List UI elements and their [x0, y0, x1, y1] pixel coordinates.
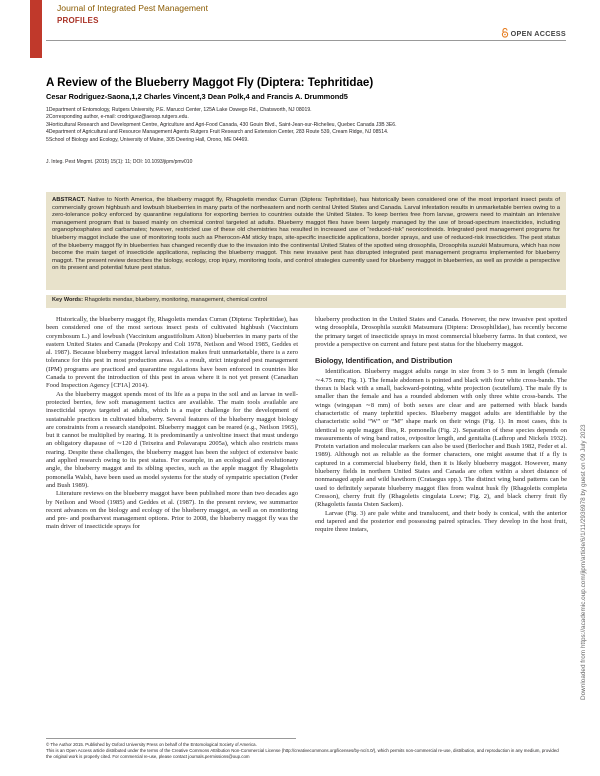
affiliation-5: 5School of Biology and Ecology, University of Maine, 305 Deering Hall, Orono, ME 04469. [46, 136, 249, 143]
body-paragraph: Literature reviews on the blueberry maggot have been published more than two decades ago by Neilson and Wood (1985) and Geddes et al. (1987). In the present review, we summarize recent advances on the biology and ecology of the blueberry maggot, as well as on monitoring and pre- and postharvest management options. Prior to 2008, the blueberry maggot fly was the main driver of insecticide sprays for [46, 490, 298, 531]
body-column-right [315, 316, 567, 534]
citation-line[interactable]: J. Integ. Pest Mngmt. (2015) 15(1): 11; DOI: 10.1093/jipm/pmv010 [46, 159, 193, 165]
download-notice[interactable]: Downloaded from https://academic.oup.com/jipm/article/6/1/11/2936978 by guest on 09 July 2023 [580, 424, 587, 700]
open-access-lock-icon [501, 28, 509, 38]
affiliation-3: 3Horticultural Research and Development Centre, Agriculture and Agri-Food Canada, 430 Gouin Blvd., Saint-Jean-sur-Richelieu, Quebec Canada J3B 3E6. [46, 121, 397, 128]
header-divider [46, 40, 566, 41]
open-access-badge [501, 28, 566, 38]
abstract-box [46, 192, 566, 290]
open-access-label: OPEN ACCESS [510, 28, 566, 38]
body-paragraph: Larvae (Fig. 3) are pale white and translucent, and their body is conical, with the anterior end tapered and the posterior end possessing paired spiracles. They develop in the host fruit, require three instars, [315, 509, 567, 534]
body-paragraph: blueberry production in the United States and Canada. However, the new invasive pest spotted wing drosophila, Drosophila suzukii Matsumura (Diptera: Drosophilidae), has recently become the primary target of insecticide sprays in most commercial blueberry farms. In that context, we provide a perspective on current and future pest status for the blueberry maggot. [315, 316, 567, 348]
body-paragraph: As the blueberry maggot spends most of its life as a pupa in the soil and as larvae in well-protected berries, few soft management tactics are available. The main tools available are insecticidal sprays targeted at adults, which is a major challenge for the development of sustainable practices in cultivated blueberry. Several features of the blueberry maggot biology are constraints from a research standpoint. Blueberry maggot can be reared (e.g., Neilson 1965), but it cannot be multiplied by rearing. It is predominantly a univoltine insect that must undergo an obligatory diapause of ∼120 d (Teixeira and Polavarapu 2005a), which also restricts mass rearing. Despite these challenges, the blueberry maggot has been the subject of extensive basic and applied research owing to its pest status. For example, in an ecological and evolutionary angle, the blueberry maggot and its sibling species, such as the apple maggot fly Rhagoletis pomonella Walsh, have been used as model systems for the study of sympatric speciation (Feder and Bush 1989). [46, 390, 298, 489]
section-heading: Biology, Identification, and Distribution [315, 356, 453, 366]
body-paragraph: Identification. Blueberry maggot adults range in size from 3 to 5 mm in length (female ∼4.75 mm; Fig. 1). The female abdomen is pointed and black with four white cross-bands. The thorax is black with a small, backward-pointing, white projection (scutellum). The male fly is smaller than the female and has a rounded abdomen with only three white cross-bands. The wings (wingspan ∼8 mm) of both sexes are clear and are patterned with black bands characteristic of many tephritid species. Blueberry maggot adults are identifiable by the characteristic solid “W” or “M” shape mark on their wings (Fig. 1). In most cases, this is identical to apple maggot flies, R. pomonella (Fig. 2). Separation of these species depends on measurements of wing band ratios, ovipositor length, and genitalia (Lathrop and Nickels 1932). Protein variation and molecular markers can also be used (Berlocher and Bush 1982, Feder et al. 1989). Although not as reliable as the former characters, one might assume that if a fly is captured in a commercial blueberry field, then it is likely blueberry maggot. However, many blueberry fields in northern United States and Canada are often within a short distance of nonmanaged apple and wild hawthorn (Crataegus spp.). The distinct wing band patterns can be used to definitely separate blueberry maggot flies from walnut husk fly (Rhagoletis completa Cresson), cherry fruit fly (Rhagoletis cingulata Loew; Fig. 2), and black cherry fruit fly (Rhagoletis fausta Osten Sacken). [315, 368, 567, 509]
copyright-line: © The Author 2015. Published by Oxford University Press on behalf of the Entomological Society of America. [46, 742, 257, 747]
section-label: PROFILES [57, 16, 99, 25]
keywords-box [46, 295, 566, 308]
header-accent-bar [30, 0, 42, 58]
footer-divider [46, 738, 296, 739]
article-title: A Review of the Blueberry Maggot Fly (Diptera: Tephritidae) [46, 76, 374, 89]
footer-license [46, 742, 566, 760]
affiliation-4: 4Department of Agricultural and Resource Management Agents Rutgers Fruit Research and Extension Center, 283 Route 539, Cream Ridge, NJ 08514. [46, 129, 389, 136]
affiliation-1: 1Department of Entomology, Rutgers University, P.E. Marucci Center, 125A Lake Oswego Rd., Chatsworth, NJ 08019. [46, 107, 312, 113]
corresponding-author[interactable]: 2Corresponding author, e-mail: crodriguez@aesop.rutgers.edu. [46, 114, 189, 121]
body-column-left [46, 316, 298, 532]
body-paragraph: Historically, the blueberry maggot fly, Rhagoletis mendax Curran (Diptera: Tephritidae), has been considered one of the most serious insect pests of cultivated highbush (Vaccinium corymbosum L.) and lowbush (Vaccinium angustifolium Aiton) blueberries in many parts of the eastern United States and Canada (Prokopy and Coli 1978, Neilson and Wood 1985, Geddes et al. 1987). Because blueberry maggot larval infestation makes fruit unmarketable, there is a zero tolerance for this pest in most production areas. As a result, strict integrated pest management (IPM) programs are practiced and quarantine regulations have been enforced in countries like Canada to prevent the introduction of this pest in areas where it is not yet present (Canadian Food Inspection Agency [CFIA] 2014). [46, 316, 298, 390]
affiliations [46, 107, 566, 144]
abstract-text: Native to North America, the blueberry maggot fly, Rhagoletis mendax Curran (Diptera: Tephritidae), has historically been considered one of the most important insect pests of commercially grown highbush and lowbush blueberries in many parts of the northeastern and north central United States and Canada. Larval infestation results in unmarketable berries owing to a zero-tolerance policy enforced by quarantine regulations for exporting berries to countries outside the United States. To keep berries free from larvae, growers need to maintain an intensive management program that is based mainly on chemical control targeted at adults. Blueberry maggot flies have been largely managed by the use of broad-spectrum insecticides, including organophosphates and carbamates; however, restricted use of these old chemistries has resulted in increased use of “reduced-risk” neonicotinoids. Integrated pest management programs for blueberry maggot include the use of monitoring tools such as Pherocon-AM sticky traps, site-specific insecticide applications, border sprays, and use of reduced-risk insecticides. The pest status of the blueberry maggot fly in blueberries has changed recently due to the invasion into the continental United States of the spotted wing drosophila, Drosophila suzukii Matsumura, which has now become the main target of insecticide applications, replacing the blueberry maggot. This new invasive pest has disrupted integrated pest management programs implemented for blueberry maggot. The present review describes the biology, ecology, crop injury, monitoring tools, and control strategies currently used for blueberry maggot in blueberries, as well as provide a perspective on its present and potential future pest status. [52, 197, 561, 272]
journal-name[interactable]: Journal of Integrated Pest Management [57, 3, 208, 13]
keywords-text: Rhagoletis mendax, blueberry, monitoring, management, chemical control [84, 297, 267, 303]
abstract-label: ABSTRACT. [52, 197, 86, 203]
license-text[interactable]: This is an Open Access article distributed under the terms of the Creative Commons Attribution Non-Commercial License (http://creativecommons.org/licenses/by-nc/4.0/), which permits non-commercial re-use, distribution, and reproduction in any medium, provided the original work is properly cited. For commercial re-use, please contact journals.permissions@oup.com [46, 748, 559, 759]
author-list: Cesar Rodriguez-Saona,1,2 Charles Vincent,3 Dean Polk,4 and Francis A. Drummond5 [46, 92, 348, 101]
keywords-label: Key Words: [52, 297, 83, 303]
download-sidebar [580, 60, 592, 700]
